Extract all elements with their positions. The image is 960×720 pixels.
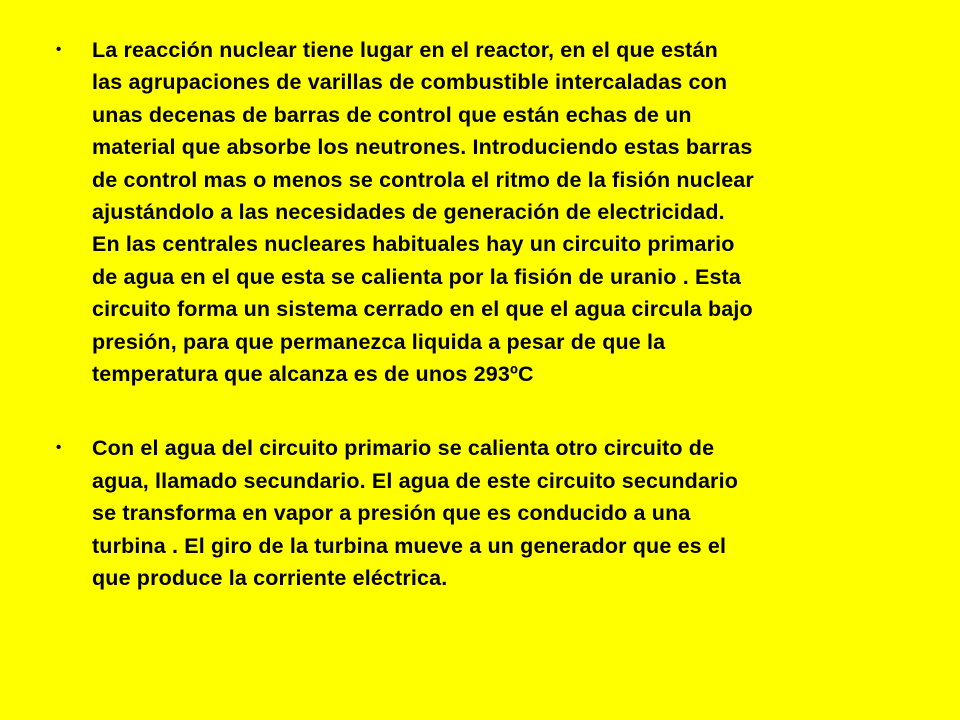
bullet-icon: •: [56, 439, 62, 457]
text-line: de control mas o menos se controla el ritmo de la fisión nuclear: [92, 167, 754, 192]
text-line: material que absorbe los neutrones. Introduciendo estas barras: [92, 135, 753, 160]
text-line: circuito forma un sistema cerrado en el que el agua circula bajo: [92, 297, 753, 322]
bullet-list: [56, 34, 916, 595]
text-line: Con el agua del circuito primario se calienta otro circuito de: [92, 436, 715, 461]
bullet-icon: •: [56, 41, 62, 58]
text-line: que produce la corriente eléctrica.: [92, 566, 448, 591]
bullet-item-secondary-circuit: [56, 432, 916, 594]
text-line: turbina . El giro de la turbina mueve a un generador que es el: [92, 533, 727, 558]
text-line: se transforma en vapor a presión que es conducido a una: [92, 501, 691, 526]
text-line: ajustándolo a las necesidades de generación de electricidad.: [92, 200, 725, 225]
text-line: las agrupaciones de varillas de combustible intercaladas con: [92, 70, 728, 95]
text-line: agua, llamado secundario. El agua de este circuito secundario: [92, 468, 738, 493]
text-line: presión, para que permanezca liquida a pesar de que la: [92, 329, 666, 354]
text-line: de agua en el que esta se calienta por la fisión de uranio . Esta: [92, 264, 741, 289]
text-line: unas decenas de barras de control que están echas de un: [92, 102, 692, 127]
text-line: En las centrales nucleares habituales hay un circuito primario: [92, 232, 735, 257]
text-line: La reacción nuclear tiene lugar en el reactor, en el que están: [92, 38, 718, 62]
bullet-item-reactor: [56, 34, 916, 390]
text-line: temperatura que alcanza es de unos 293ºC: [92, 362, 534, 387]
